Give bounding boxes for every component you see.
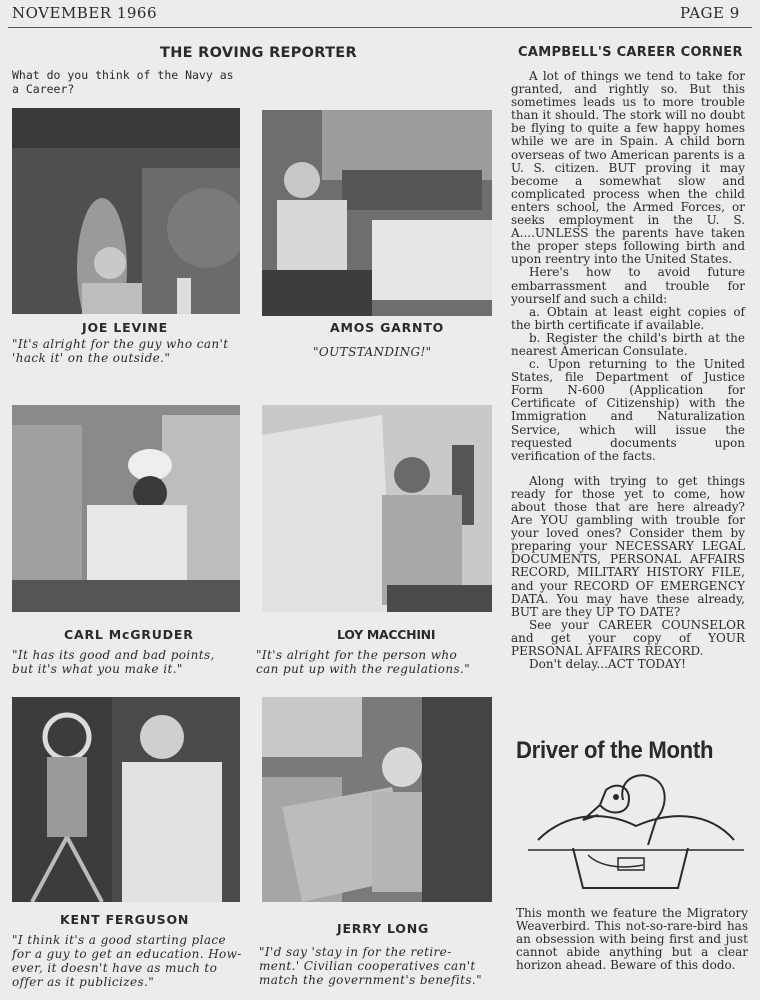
interviewee-name: LOY MACCHINI [337,627,436,642]
driver-of-the-month-title: Driver of the Month [516,737,714,764]
interviewee-quote: "OUTSTANDING!" [313,345,432,359]
header-rule [8,27,752,28]
photo-joe-levine [12,108,240,314]
career-corner-title: CAMPBELL'S CAREER CORNER [518,45,743,60]
career-corner-article: A lot of things we tend to take for granted, and rightly so. But this sometimes leads us to more trouble than it should. The stork will no doubt be flying to quite a few happy homes while we are in Spain. A child born overseas of two American parents is a U. S. citizen. BUT proving it may become a somewhat slow and complicated process when the child enters school, the Armed Forces, or seeks employment in the U. S. A....UNLESS the parents have taken the proper steps following birth and upon reentry into the United States. Here's how to avoid future embarrassment and trouble for yourself and such a child: a. Obtain at least eight copies of the birth certificate if available. b. Register the child's birth at the nearest American Consulate. c. Upon returning to the United States, file Department of Justice Form N-600 (Application for Certificate of Citizenship) with the Immigration and Naturalization Service, which will issue the requested documents upon verification of the facts. Along with trying to get things ready for those yet to come, how about those that are here already? Are YOU gambling with trouble for your loved ones? Consider them by preparing your NECESSARY LEGAL DOCUMENTS, PERSONAL AFFAIRS RECORD, MILITARY HISTORY FILE, and your RECORD OF EMERGENCY DATA. You may have these already, BUT are they UP TO DATE? See your CAREER COUNSELOR and get your copy of YOUR PERSONAL AFFAIRS RECORD. Don't delay...ACT TODAY! [511,69,745,672]
roving-reporter-title: THE ROVING REPORTER [160,45,357,61]
issue-date: NOVEMBER 1966 [12,4,158,22]
page-number: PAGE 9 [680,4,740,22]
interviewee-name: JOE LEVINE [82,320,168,335]
interviewee-quote: "I'd say 'stay in for the retire- ment.' Civilian cooperatives can't match the government's benefits." [259,945,483,987]
photo-carl-mcgruder [12,405,240,612]
survey-question: What do you think of the Navy as a Career? [12,68,234,96]
interviewee-name: KENT FERGUSON [60,912,190,927]
photo-kent-ferguson [12,697,240,902]
interviewee-name: JERRY LONG [337,921,430,936]
weaverbird-cartoon [528,770,744,895]
photo-loy-macchini [262,405,492,612]
interviewee-quote: "It has its good and bad points, but it's what you make it." [12,648,215,676]
interviewee-quote: "It's alright for the guy who can't 'hack it' on the outside." [12,337,229,365]
interviewee-quote: "It's alright for the person who can put up with the regulations." [256,648,471,676]
interviewee-name: AMOS GARNTO [330,320,445,335]
photo-amos-garnto [262,110,492,316]
interviewee-name: CARL McGRUDER [64,627,194,642]
driver-of-the-month-text: This month we feature the Migratory Weaverbird. This not-so-rare-bird has an obsession with being first and just cannot abide anything but a clear horizon ahead. Beware of this dodo. [516,906,748,973]
photo-jerry-long [262,697,492,902]
interviewee-quote: "I think it's a good starting place for a guy to get an education. How- ever, it doesn't have as much to offer as it publicizes." [12,933,242,989]
